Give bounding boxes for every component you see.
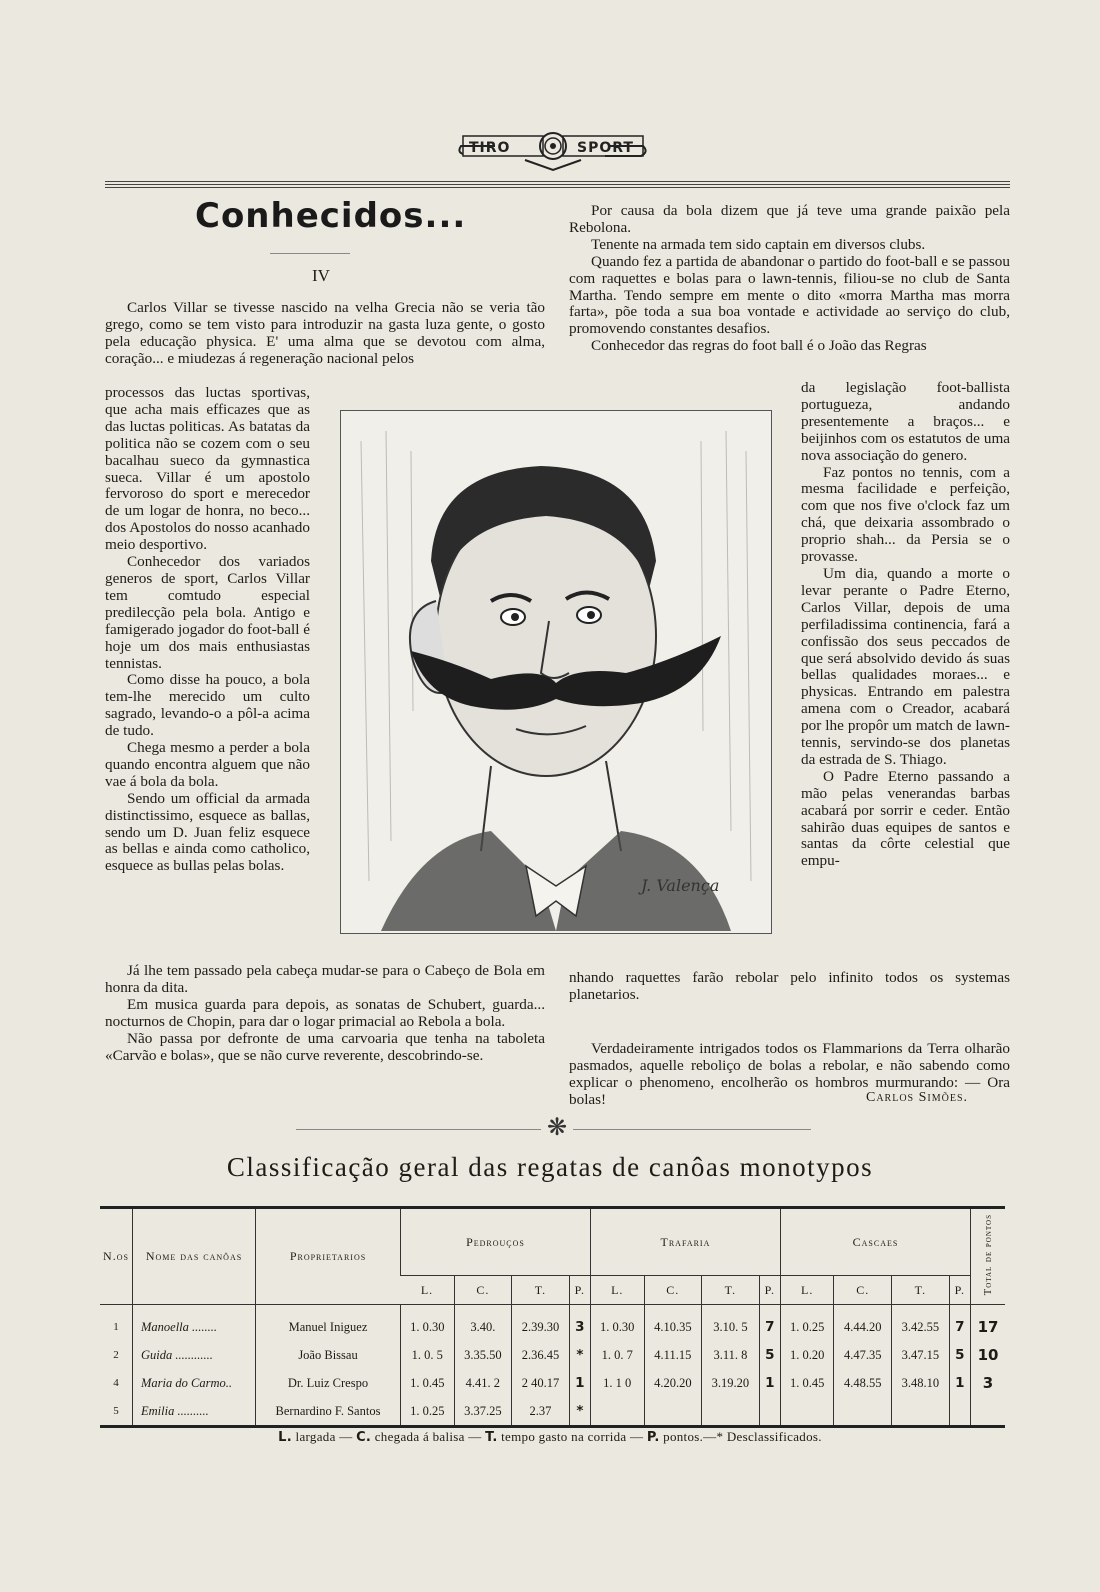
cell-owner: João Bissau: [256, 1341, 401, 1369]
col-header-pedroucos: Pedrouços: [401, 1208, 591, 1276]
cell-owner: Bernardino F. Santos: [256, 1397, 401, 1427]
right-column-continuation: [569, 970, 1010, 1004]
right-column-intro: [569, 203, 1010, 355]
cell-points: [949, 1397, 970, 1427]
cell-num: 4: [113, 1377, 119, 1389]
left-column-end: [105, 963, 545, 1064]
cell-canoe-name: Maria do Carmo..: [133, 1369, 256, 1397]
cell-time: 4.20.20: [644, 1369, 702, 1397]
subheader: C.: [834, 1276, 892, 1305]
col-header-nome: Nome das canôas: [133, 1208, 256, 1305]
cell-time: 1. 0. 5: [401, 1341, 455, 1369]
cell-canoe-name: Manoella ........: [133, 1305, 256, 1342]
paragraph: Não passa por defronte de uma carvoaria que tenha na taboleta «Carvão e bolas», que se não curve reverente, descobrindo-se.: [105, 1029, 545, 1064]
cell-time: [590, 1397, 644, 1427]
paragraph: Tenente na armada tem sido captain em diversos clubs.: [591, 235, 926, 253]
cell-time: 3.42.55: [892, 1305, 950, 1342]
cell-time: 4.48.55: [834, 1369, 892, 1397]
paragraph: Verdadeiramente intrigados todos os Flammarions da Terra olharão pasmados, aquelle reboliço de bolas a rebolar, e não sabendo como explicar o phenomeno, encolherão os hombros murmurando: — Ora bolas!: [569, 1040, 1010, 1108]
header-rule-2: [105, 184, 1010, 185]
paragraph: Já lhe tem passado pela cabeça mudar-se para o Cabeço de Bola em honra da dita.: [105, 962, 545, 996]
paragraph: Como disse ha pouco, a bola tem-lhe merecido um culto sagrado, levando-o a pôl-a acima de tudo.: [105, 671, 310, 740]
left-column-narrow: [105, 385, 310, 875]
legend-key: P.: [646, 1430, 660, 1445]
cell-points: 1: [569, 1369, 590, 1397]
cell-time: 4.11.15: [644, 1341, 702, 1369]
paragraph: Conhecedor das regras do foot ball é o João das Regras: [591, 337, 927, 355]
cell-total: 17: [971, 1305, 1006, 1342]
cell-total: 3: [971, 1369, 1006, 1397]
cell-points: 1: [949, 1369, 970, 1397]
cell-num: 5: [113, 1405, 119, 1417]
subheader: P.: [759, 1276, 780, 1305]
legend-text: pontos.—* Desclassificados.: [663, 1429, 822, 1444]
cell-owner: Dr. Luiz Crespo: [256, 1369, 401, 1397]
cell-points: 7: [759, 1305, 780, 1342]
table-row: [100, 1305, 1005, 1342]
legend-text: largada —: [295, 1429, 353, 1444]
legend-key: L.: [278, 1430, 292, 1445]
table-legend: [100, 1429, 1000, 1445]
col-header-cascaes: Cascaes: [780, 1208, 970, 1276]
cell-time: [892, 1397, 950, 1427]
subheader: L.: [780, 1276, 834, 1305]
svg-text:TIRO: TIRO: [469, 140, 511, 156]
cell-points: *: [569, 1397, 590, 1427]
cell-owner: Manuel Iniguez: [256, 1305, 401, 1342]
paragraph: da legislação foot-ballista portugueza, andando presentemente a braços... e beijinhos com os estatutos de uma nova associação do genero.: [801, 379, 1010, 464]
col-header-total: Total de pontos: [971, 1208, 1006, 1305]
author-signature: Carlos Simões.: [866, 1090, 969, 1105]
cell-points: *: [569, 1341, 590, 1369]
cell-time: 3.37.25: [454, 1397, 512, 1427]
cell-time: 1. 0.25: [401, 1397, 455, 1427]
cell-time: 3.11. 8: [702, 1341, 760, 1369]
subheader: P.: [949, 1276, 970, 1305]
subheader: C.: [454, 1276, 512, 1305]
paragraph: Por causa da bola dizem que já teve uma grande paixão pela Rebolona.: [569, 202, 1010, 236]
table-row: [100, 1369, 1005, 1397]
cell-points: [759, 1397, 780, 1427]
cell-time: [780, 1397, 834, 1427]
subheader: L.: [590, 1276, 644, 1305]
masthead-logo: [455, 122, 650, 174]
cell-points: 5: [759, 1341, 780, 1369]
subheader: P.: [569, 1276, 590, 1305]
cell-time: 4.47.35: [834, 1341, 892, 1369]
cell-num: 1: [100, 1305, 133, 1342]
cell-num: 2: [113, 1349, 119, 1361]
header-rule-1: [105, 181, 1010, 182]
cell-time: 3.40.: [454, 1305, 512, 1342]
subheader: L.: [401, 1276, 455, 1305]
cell-time: 1. 0.20: [780, 1341, 834, 1369]
legend-text: chegada á balisa —: [374, 1429, 482, 1444]
header-rule-3: [105, 187, 1010, 188]
cell-time: 4.10.35: [644, 1305, 702, 1342]
col-header-proprietarios: Proprietarios: [256, 1208, 401, 1305]
paragraph: Um dia, quando a morte o levar perante o Padre Eterno, Carlos Villar, depois de uma perfiladissima continencia, fará a confissão dos seus peccados de que será absolvido devido ás suas bellas qualidades moraes... e physicas. Entrando em palestra amena com o Creador, acabará por lhe propôr um match de lawn-tennis, servindo-se dos planetas da estrada de S. Thiago.: [801, 564, 1010, 768]
cell-canoe-name: Guida ............: [133, 1341, 256, 1369]
cell-points: 7: [949, 1305, 970, 1342]
paragraph: Chega mesmo a perder a bola quando encontra alguem que não vae á bola da bola.: [105, 739, 310, 790]
subheader: T.: [702, 1276, 760, 1305]
cell-time: [702, 1397, 760, 1427]
cell-time: [834, 1397, 892, 1427]
cell-time: 4.41. 2: [454, 1369, 512, 1397]
left-column-intro: [105, 300, 545, 368]
cell-time: 3.48.10: [892, 1369, 950, 1397]
col-header-trafaria: Trafaria: [590, 1208, 780, 1276]
cell-time: 2 40.17: [512, 1369, 570, 1397]
cell-time: 2.37: [512, 1397, 570, 1427]
col-header-num: N.os: [103, 1249, 129, 1263]
caricature-portrait: [340, 410, 772, 934]
subheader: C.: [644, 1276, 702, 1305]
cell-time: 1. 0.25: [780, 1305, 834, 1342]
paragraph: Conhecedor dos variados generos de sport, Carlos Villar tem comtudo especial predilecção pela bola. Antigo e famigerado jogador do foot-ball é hoje um dos mais enthusiastas tennistas.: [105, 553, 310, 672]
legend-text: tempo gasto na corrida —: [501, 1429, 644, 1444]
cell-time: 3.19.20: [702, 1369, 760, 1397]
section-number: IV: [312, 266, 330, 285]
paragraph: Sendo um official da armada distinctissimo, esquece as ballas, sendo um D. Juan feliz esquece as bellas e ainda como catholico, esquece as bullas pelas bolas.: [105, 789, 310, 875]
cell-time: 1. 0. 7: [590, 1341, 644, 1369]
cell-time: 2.39.30: [512, 1305, 570, 1342]
svg-text:SPORT: SPORT: [577, 140, 634, 156]
portrait-signature: J. Valença: [641, 876, 720, 895]
article-title: Conhecidos...: [195, 196, 467, 236]
right-column-narrow: [801, 380, 1010, 870]
cell-points: 5: [949, 1341, 970, 1369]
cell-time: 4.44.20: [834, 1305, 892, 1342]
subheader: T.: [512, 1276, 570, 1305]
paragraph: Quando fez a partida de abandonar o partido do foot-ball e se passou com raquettes e bolas para o lawn-tennis, filiou-se no club de Santa Martha. Tendo sempre em mente o dito «morra Martha mas morra farta», põe toda a sua boa vontade e actividade ao serviço do club, promovendo constantes desafios.: [569, 252, 1010, 338]
paragraph: O Padre Eterno passando a mão pelas venerandas barbas acabará por sorrir e ceder. Então sahirão duas equipes de santos e santas da côrte celestial que empu-: [801, 767, 1010, 870]
table-title: Classificação geral das regatas de canôas monotypos: [226, 1152, 874, 1182]
legend-key: C.: [356, 1430, 372, 1445]
subheader: T.: [892, 1276, 950, 1305]
cell-time: [644, 1397, 702, 1427]
cell-time: 2.36.45: [512, 1341, 570, 1369]
paragraph: Faz pontos no tennis, com a mesma facilidade e perfeição, com que nos five o'clock faz um chá, que deixaria assombrado o proprio shah... da Persia se o provasse.: [801, 463, 1010, 566]
cell-time: 1. 0.45: [780, 1369, 834, 1397]
paragraph: processos das luctas sportivas, que acha mais efficazes que as das luctas politicas. As batatas da politica não se cozem com o seu bacalhau sueco da gymnastica sueca. Villar é um apostolo fervoroso do sport e merecedor de um logar de honra, no beco... dos Apostolos do nosso acanhado meio desportivo.: [105, 384, 310, 554]
regatta-results-table: [100, 1206, 1005, 1428]
cell-time: 1. 0.30: [401, 1305, 455, 1342]
paragraph: Em musica guarda para depois, as sonatas de Schubert, guarda... nocturnos de Chopin, para dar o logar primacial ao Rebola a bola.: [105, 995, 545, 1030]
cell-points: 3: [569, 1305, 590, 1342]
cell-time: 1. 0.45: [401, 1369, 455, 1397]
cell-time: 1. 1 0: [590, 1369, 644, 1397]
cell-time: 3.10. 5: [702, 1305, 760, 1342]
cell-canoe-name: Emilia ..........: [133, 1397, 256, 1427]
cell-total: [971, 1397, 1006, 1427]
legend-key: T.: [485, 1430, 498, 1445]
cell-total: 10: [971, 1341, 1006, 1369]
paragraph: nhando raquettes farão rebolar pelo infinito todos os systemas planetarios.: [569, 969, 1010, 1003]
asterisk-ornament-icon: ❋: [541, 1116, 573, 1140]
table-row: [100, 1397, 1005, 1427]
cell-time: 3.35.50: [454, 1341, 512, 1369]
cell-time: 1. 0.30: [590, 1305, 644, 1342]
cell-time: 3.47.15: [892, 1341, 950, 1369]
cell-points: 1: [759, 1369, 780, 1397]
title-divider: [270, 253, 350, 254]
table-row: [100, 1341, 1005, 1369]
paragraph: Carlos Villar se tivesse nascido na velha Grecia não se veria tão grego, como se tem visto para introduzir na gasta luza gente, o gosto pela educação physica. E' uma alma que se devotou com alma, coração... e miudezas á regeneração nacional pelos: [105, 299, 545, 367]
